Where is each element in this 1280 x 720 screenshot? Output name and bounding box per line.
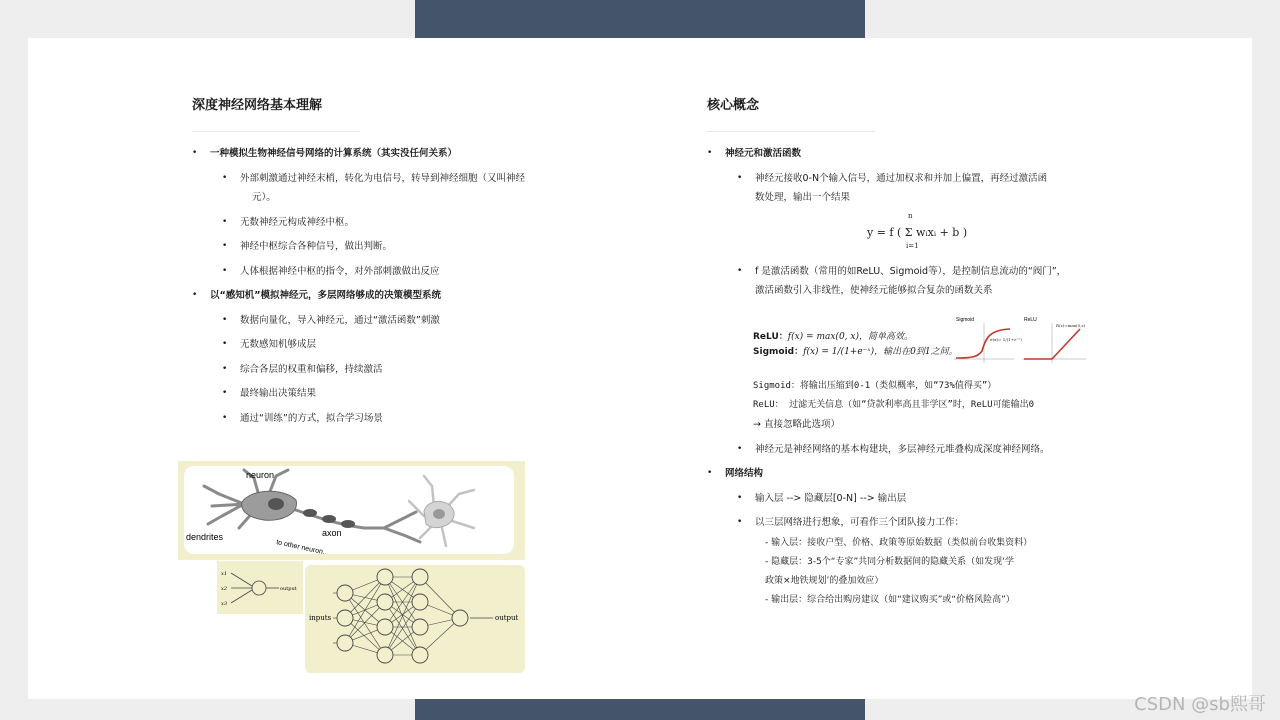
neuron-figure [178, 461, 525, 560]
network-node [412, 569, 428, 585]
bullet: • [222, 364, 228, 374]
list-item: 神经元接收0-N个输入信号，通过加权求和并加上偏置，再经过激活函 [755, 173, 1048, 184]
detail-line: - 输入层：接收户型、价格、政策等原始数据（类似前台收集资料） [765, 538, 1033, 548]
list-item: 输入层 --> 隐藏层[0-N] --> 输出层 [755, 493, 907, 504]
axon-label: axon [322, 528, 342, 538]
watermark: CSDN @sb熙哥 [1134, 694, 1266, 715]
list-item: 以三层网络进行想象，可看作三个团队接力工作： [755, 517, 965, 528]
relu-formula: f(x) = max(0, x)，简单高效。 [787, 332, 913, 342]
bullet: • [192, 148, 198, 158]
neuron-label: neuron [246, 470, 275, 480]
x3-label: x3 [221, 601, 228, 607]
list-item: 激活函数引入非线性，使神经元能够拟合复杂的函数关系 [755, 285, 993, 296]
relu-desc-2: → 直接忽略此选项） [753, 419, 840, 430]
top-decor-band [415, 0, 865, 38]
formula-sum-bottom: i=1 [906, 242, 919, 250]
sigmoid-line [753, 343, 958, 362]
list-item: 数据向量化，导入神经元，通过“激活函数”刺激 [240, 315, 440, 326]
dendrites-label: dendrites [186, 532, 224, 542]
to-other-neuron-label: to other neuron... [275, 539, 330, 554]
bullet: • [222, 315, 228, 325]
list-item: 网络结构 [725, 468, 764, 479]
bullet: • [222, 388, 228, 398]
relu-desc-1: ReLU： 过滤无关信息（如“贷款利率高且非学区”时，ReLU可能输出0 [753, 400, 1035, 410]
sigmoid-formula: f(x) = 1/(1+e⁻ˣ)，输出在0到1之间。 [803, 347, 958, 357]
relu-chart-title: ReLU [1024, 317, 1037, 323]
bullet: • [737, 444, 743, 454]
bullet: • [737, 517, 743, 527]
list-item: 以“感知机”模拟神经元，多层网络够成的决策模型系统 [210, 290, 441, 301]
bullet: • [222, 266, 228, 276]
sigmoid-chart-title: Sigmoid [956, 317, 975, 323]
list-item: 神经中枢综合各种信号，做出判断。 [240, 241, 393, 252]
formula-sum-top: n [908, 212, 913, 220]
bullet: • [707, 148, 713, 158]
list-item: 神经元是神经网络的基本构建块，多层神经元堆叠构成深度神经网络。 [755, 444, 1050, 455]
network-node [412, 647, 428, 663]
network-node [452, 610, 468, 626]
right-title: 核心概念 [707, 98, 760, 113]
x2-label: x2 [221, 586, 228, 592]
network-node [377, 647, 393, 663]
detail-line: - 隐藏层：3-5个“专家”共同分析数据间的隐藏关系（如发现‘学 [765, 557, 1014, 567]
network-node [377, 569, 393, 585]
bullet: • [737, 493, 743, 503]
left-title-rule [192, 131, 360, 132]
output-big-label: output [495, 614, 519, 622]
network-node [412, 594, 428, 610]
network-node [377, 594, 393, 610]
bullet: • [192, 290, 198, 300]
list-item: 综合各层的权重和偏移，持续激活 [240, 364, 383, 375]
bullet: • [222, 241, 228, 251]
neuron-illustration [184, 466, 514, 554]
bullet: • [222, 339, 228, 349]
relu-label: ReLU： [753, 332, 788, 342]
left-title: 深度神经网络基本理解 [192, 98, 323, 113]
network-diagram [305, 565, 525, 673]
slide [28, 38, 1252, 699]
network-node [412, 619, 428, 635]
list-item: 人体根据神经中枢的指令，对外部刺激做出反应 [240, 266, 440, 277]
perceptron-figure [217, 561, 303, 614]
network-node [377, 619, 393, 635]
network-node [337, 610, 353, 626]
right-title-rule [707, 131, 875, 132]
x1-label: x1 [221, 571, 228, 577]
list-item: f 是激活函数（常用的如ReLU、Sigmoid等），是控制信息流动的“阀门”， [755, 266, 1067, 277]
list-item: 元）。 [252, 192, 276, 203]
list-item: 最终输出决策结果 [240, 388, 317, 399]
sigmoid-desc: Sigmoid：将输出压缩到0-1（类似概率，如“73%值得买”） [753, 381, 997, 391]
network-node [337, 635, 353, 651]
network-figure [305, 565, 525, 673]
bullet: • [737, 266, 743, 276]
formula-main: y = f ( Σ wᵢxᵢ + b ) [867, 226, 968, 239]
neuron-figure-inner [184, 466, 514, 554]
bullet: • [737, 173, 743, 183]
svg-text:σ(x)= 1/(1+e⁻ˣ): σ(x)= 1/(1+e⁻ˣ) [990, 337, 1022, 342]
perceptron-diagram [217, 561, 303, 614]
list-item: 通过“训练”的方式，拟合学习场景 [240, 413, 383, 424]
bullet: • [222, 217, 228, 227]
bullet: • [222, 413, 228, 423]
list-item: 数处理，输出一个结果 [755, 192, 851, 203]
bullet: • [707, 468, 713, 478]
network-node [337, 585, 353, 601]
activation-charts [952, 315, 1088, 369]
activation-charts-svg [952, 315, 1088, 369]
inputs-label: inputs [309, 614, 332, 622]
list-item: 外部刺激通过神经末梢，转化为电信号，转导到神经细胞（又叫神经 [240, 173, 526, 184]
list-item: 无数感知机够成层 [240, 339, 317, 350]
detail-line: - 输出层：综合给出购房建议（如“建议购买”或“价格风险高”） [765, 595, 1015, 605]
output-small-label: output [280, 586, 297, 592]
detail-line: 政策×地铁规划’的叠加效应） [765, 576, 884, 586]
list-item: 神经元和激活函数 [725, 148, 802, 159]
sigmoid-curve [956, 329, 1010, 358]
list-item: 一种模拟生物神经信号网络的计算系统（其实没任何关系） [210, 148, 458, 159]
list-item: 无数神经元构成神经中枢。 [240, 217, 355, 228]
svg-text:R(z)=max(0,z): R(z)=max(0,z) [1056, 323, 1086, 328]
sigmoid-label: Sigmoid： [753, 347, 804, 357]
bottom-decor-band [415, 699, 865, 720]
bullet: • [222, 173, 228, 183]
